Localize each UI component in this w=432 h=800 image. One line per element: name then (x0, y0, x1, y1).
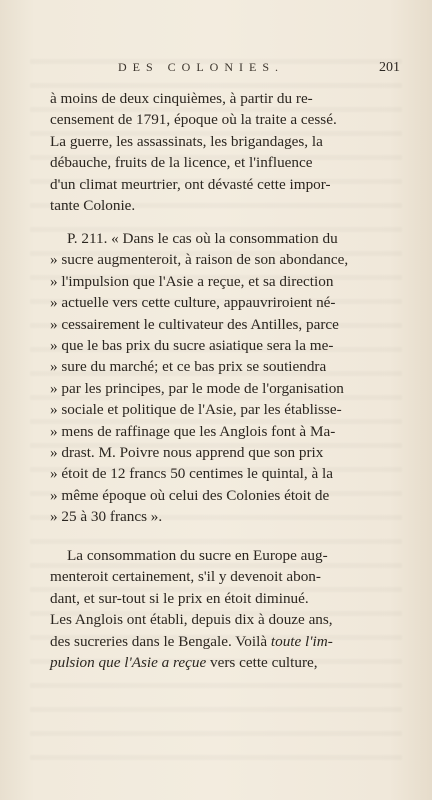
text-line: dant, et sur-tout si le prix en étoit diminué. (50, 589, 309, 607)
text-line: » par les principes, par le mode de l'organisation (50, 379, 344, 397)
text-line: » 25 à 30 francs ». (50, 508, 163, 526)
text-line: » étoit de 12 francs 50 centimes le quintal, à la (50, 465, 333, 483)
running-title: DES COLONIES. (118, 60, 285, 74)
text-line: La guerre, les assassinats, les brigandages, la (50, 132, 323, 150)
text-line: » que le bas prix du sucre asiatique sera la me- (50, 337, 334, 355)
text-line: » actuelle vers cette culture, appauvriroient né- (50, 294, 336, 312)
text-fragment: des sucreries dans le Bengale. Voilà (50, 632, 268, 650)
text-line: » sure du marché; et ce bas prix se soutiendra (50, 358, 327, 376)
quotation-block (50, 228, 390, 528)
text-line: » même époque où celui des Colonies étoit de (50, 486, 330, 504)
italic-phrase: toute l'im- (270, 632, 333, 650)
text-line: débauche, fruits de la licence, et l'influence (50, 154, 313, 172)
text-line: à moins de deux cinquièmes, à partir du re- (50, 90, 313, 107)
italic-phrase: pulsion que l'Asie a reçue (50, 654, 207, 672)
text-line: » cessairement le cultivateur des Antilles, parce (50, 315, 339, 333)
text-line: La consommation du sucre en Europe aug- (67, 547, 328, 564)
text-line: » l'impulsion que l'Asie a reçue, et sa direction (50, 272, 334, 290)
text-fragment: vers cette culture, (210, 654, 318, 672)
text-line: d'un climat meurtrier, ont dévasté cette impor- (50, 175, 331, 193)
text-block-3 (50, 545, 390, 673)
text-line: » mens de raffinage que les Anglois font à Ma- (50, 422, 336, 440)
page-number: 201 (379, 60, 400, 75)
text-line: » drast. M. Poivre nous apprend que son prix (50, 444, 324, 462)
text-line: tante Colonie. (50, 197, 136, 215)
text-line: menteroit certainement, s'il y devenoit abon- (50, 568, 321, 586)
page-header (118, 60, 400, 84)
text-block-1 (50, 88, 390, 216)
text-line-mixed (50, 631, 390, 652)
text-line: Les Anglois ont établi, depuis dix à douze ans, (50, 611, 333, 629)
text-line: » sucre augmenteroit, à raison de son abondance, (50, 251, 349, 269)
text-line: censement de 1791, époque où la traite a cessé. (50, 111, 337, 129)
text-line: » sociale et politique de l'Asie, par les établisse- (50, 401, 342, 419)
text-line-mixed (50, 652, 390, 673)
text-line: P. 211. « Dans le cas où la consommation du (67, 230, 338, 247)
